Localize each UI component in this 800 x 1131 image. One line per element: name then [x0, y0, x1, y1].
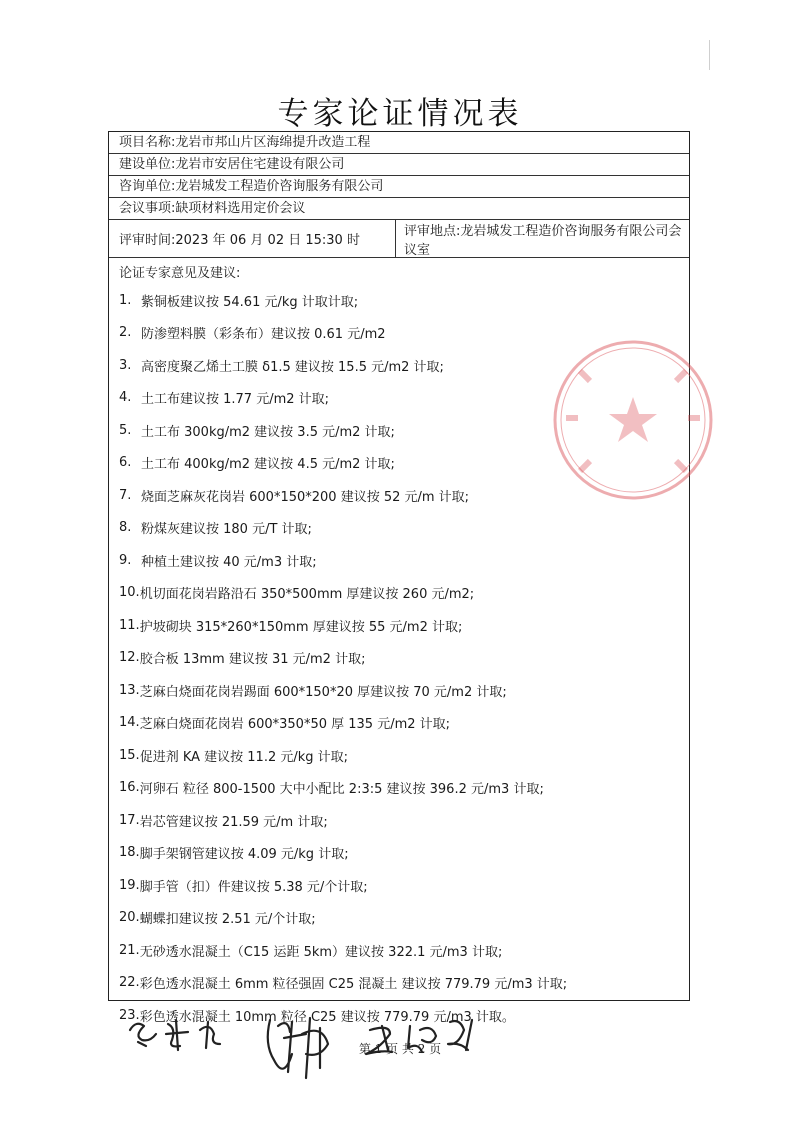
- page-number: 第 1 页 共 2 页: [358, 1042, 442, 1056]
- opinion-item-text: 蝴蝶扣建议按 2.51 元/个计取;: [139, 912, 316, 928]
- time-place-row: [109, 220, 689, 258]
- opinion-item-number: 1.: [119, 292, 132, 308]
- opinion-item-text: 彩色透水混凝土 6mm 粒径强固 C25 混凝土 建议按 779.79 元/m3 计取;: [139, 977, 568, 993]
- opinion-item-text: 紫铜板建议按 54.61 元/kg 计取计取;: [141, 294, 359, 310]
- consult-label: 咨询单位:: [119, 178, 176, 194]
- opinion-item-text: 促进剂 KA 建议按 11.2 元/kg 计取;: [139, 749, 349, 765]
- opinion-item-text: 芝麻白烧面花岗岩踢面 600*150*20 厚建议按 70 元/m2 计取;: [139, 684, 507, 700]
- opinion-item-text: 护坡砌块 315*260*150mm 厚建议按 55 元/m2 计取;: [139, 619, 463, 635]
- opinion-item-number: 13.: [119, 682, 140, 698]
- opinion-item: [119, 642, 689, 675]
- opinion-item-text: 土工布 400kg/m2 建议按 4.5 元/m2 计取;: [141, 457, 395, 473]
- opinion-item: [119, 869, 689, 902]
- review-place-value: 龙岩城发工程造价咨询服务有限公司会议室: [404, 224, 682, 258]
- project-label: 项目名称:: [119, 134, 176, 150]
- red-seal-stamp: [548, 335, 718, 505]
- opinion-item-number: 10.: [119, 585, 140, 601]
- project-value: 龙岩市邦山片区海绵提升改造工程: [175, 134, 371, 150]
- opinion-item-number: 23.: [119, 1007, 140, 1023]
- opinion-item: [119, 934, 689, 967]
- consult-row: [109, 176, 689, 198]
- opinion-item-number: 16.: [119, 780, 140, 796]
- builder-label: 建设单位:: [119, 156, 176, 172]
- opinion-item: [119, 739, 689, 772]
- opinion-item-number: 14.: [119, 715, 140, 731]
- opinion-item: [119, 544, 689, 577]
- opinion-item: [119, 772, 689, 805]
- opinion-item: [119, 284, 689, 317]
- expert-review-form: [108, 131, 690, 1025]
- opinion-item-number: 15.: [119, 747, 140, 763]
- opinion-item-number: 8.: [119, 520, 132, 536]
- opinion-item-text: 机切面花岗岩路沿石 350*500mm 厚建议按 260 元/m2;: [139, 587, 475, 603]
- consult-value: 龙岩城发工程造价咨询服务有限公司: [175, 178, 384, 194]
- project-row: [109, 132, 689, 154]
- opinion-item: [119, 804, 689, 837]
- opinion-item-text: 无砂透水混凝土（C15 运距 5km）建议按 322.1 元/m3 计取;: [139, 944, 503, 960]
- opinion-item-number: 4.: [119, 390, 132, 406]
- review-place-cell: [396, 220, 689, 257]
- opinion-item-text: 土工布建议按 1.77 元/m2 计取;: [141, 392, 330, 408]
- review-place-label: 评审地点:: [404, 224, 461, 239]
- opinion-item-number: 11.: [119, 617, 140, 633]
- opinion-item-text: 烧面芝麻灰花岗岩 600*150*200 建议按 52 元/m 计取;: [141, 489, 470, 505]
- builder-value: 龙岩市安居住宅建设有限公司: [175, 156, 345, 172]
- meeting-row: [109, 198, 689, 220]
- opinion-item-text: 粉煤灰建议按 180 元/T 计取;: [141, 522, 312, 538]
- opinion-item: [119, 512, 689, 545]
- opinion-item-number: 7.: [119, 487, 132, 503]
- opinion-item-text: 高密度聚乙烯土工膜 δ1.5 建议按 15.5 元/m2 计取;: [141, 359, 444, 375]
- opinion-item-number: 18.: [119, 845, 140, 861]
- opinion-item-number: 5.: [119, 422, 132, 438]
- opinion-item-text: 防渗塑料膜（彩条布）建议按 0.61 元/m2: [141, 327, 386, 343]
- opinion-item: [119, 967, 689, 1000]
- opinion-item: [119, 609, 689, 642]
- meeting-value: 缺项材料选用定价会议: [175, 200, 306, 216]
- opinion-item-text: 岩芯管建议按 21.59 元/m 计取;: [139, 814, 328, 830]
- opinion-item-number: 17.: [119, 812, 140, 828]
- opinion-item-number: 9.: [119, 552, 132, 568]
- opinion-item-text: 脚手管（扣）件建议按 5.38 元/个计取;: [139, 879, 368, 895]
- opinion-item-text: 种植土建议按 40 元/m3 计取;: [141, 554, 317, 570]
- opinion-item-text: 河卵石 粒径 800-1500 大中小配比 2:3:5 建议按 396.2 元/m3 计取;: [139, 782, 544, 798]
- scan-mark: [708, 40, 711, 70]
- opinion-item-number: 2.: [119, 325, 132, 341]
- opinions-heading: 论证专家意见及建议:: [119, 265, 241, 281]
- opinion-item-text: 胶合板 13mm 建议按 31 元/m2 计取;: [139, 652, 366, 668]
- page-title: 专家论证情况表: [277, 96, 523, 132]
- review-time-label: 评审时间:: [119, 233, 176, 248]
- opinion-item: [119, 674, 689, 707]
- opinion-item-text: 土工布 300kg/m2 建议按 3.5 元/m2 计取;: [141, 424, 395, 440]
- opinion-item: [119, 577, 689, 610]
- opinion-item-text: 芝麻白烧面花岗岩 600*350*50 厚 135 元/m2 计取;: [139, 717, 451, 733]
- opinion-item: [119, 837, 689, 870]
- review-time-cell: [109, 220, 396, 257]
- opinion-item-text: 脚手架钢管建议按 4.09 元/kg 计取;: [139, 847, 349, 863]
- opinion-item-number: 21.: [119, 942, 140, 958]
- review-time-value: 2023 年 06 月 02 日 15:30 时: [175, 233, 360, 248]
- opinion-item-number: 3.: [119, 357, 132, 373]
- builder-row: [109, 154, 689, 176]
- opinion-item-number: 6.: [119, 455, 132, 471]
- opinion-item-number: 12.: [119, 650, 140, 666]
- opinion-item: [119, 707, 689, 740]
- opinion-item: [119, 902, 689, 935]
- meeting-label: 会议事项:: [119, 200, 176, 216]
- opinion-item-text: 彩色透水混凝土 10mm 粒径 C25 建议按 779.79 元/m3 计取。: [139, 1009, 515, 1025]
- opinion-item-number: 22.: [119, 975, 140, 991]
- opinion-item-number: 20.: [119, 910, 140, 926]
- opinion-item-number: 19.: [119, 877, 140, 893]
